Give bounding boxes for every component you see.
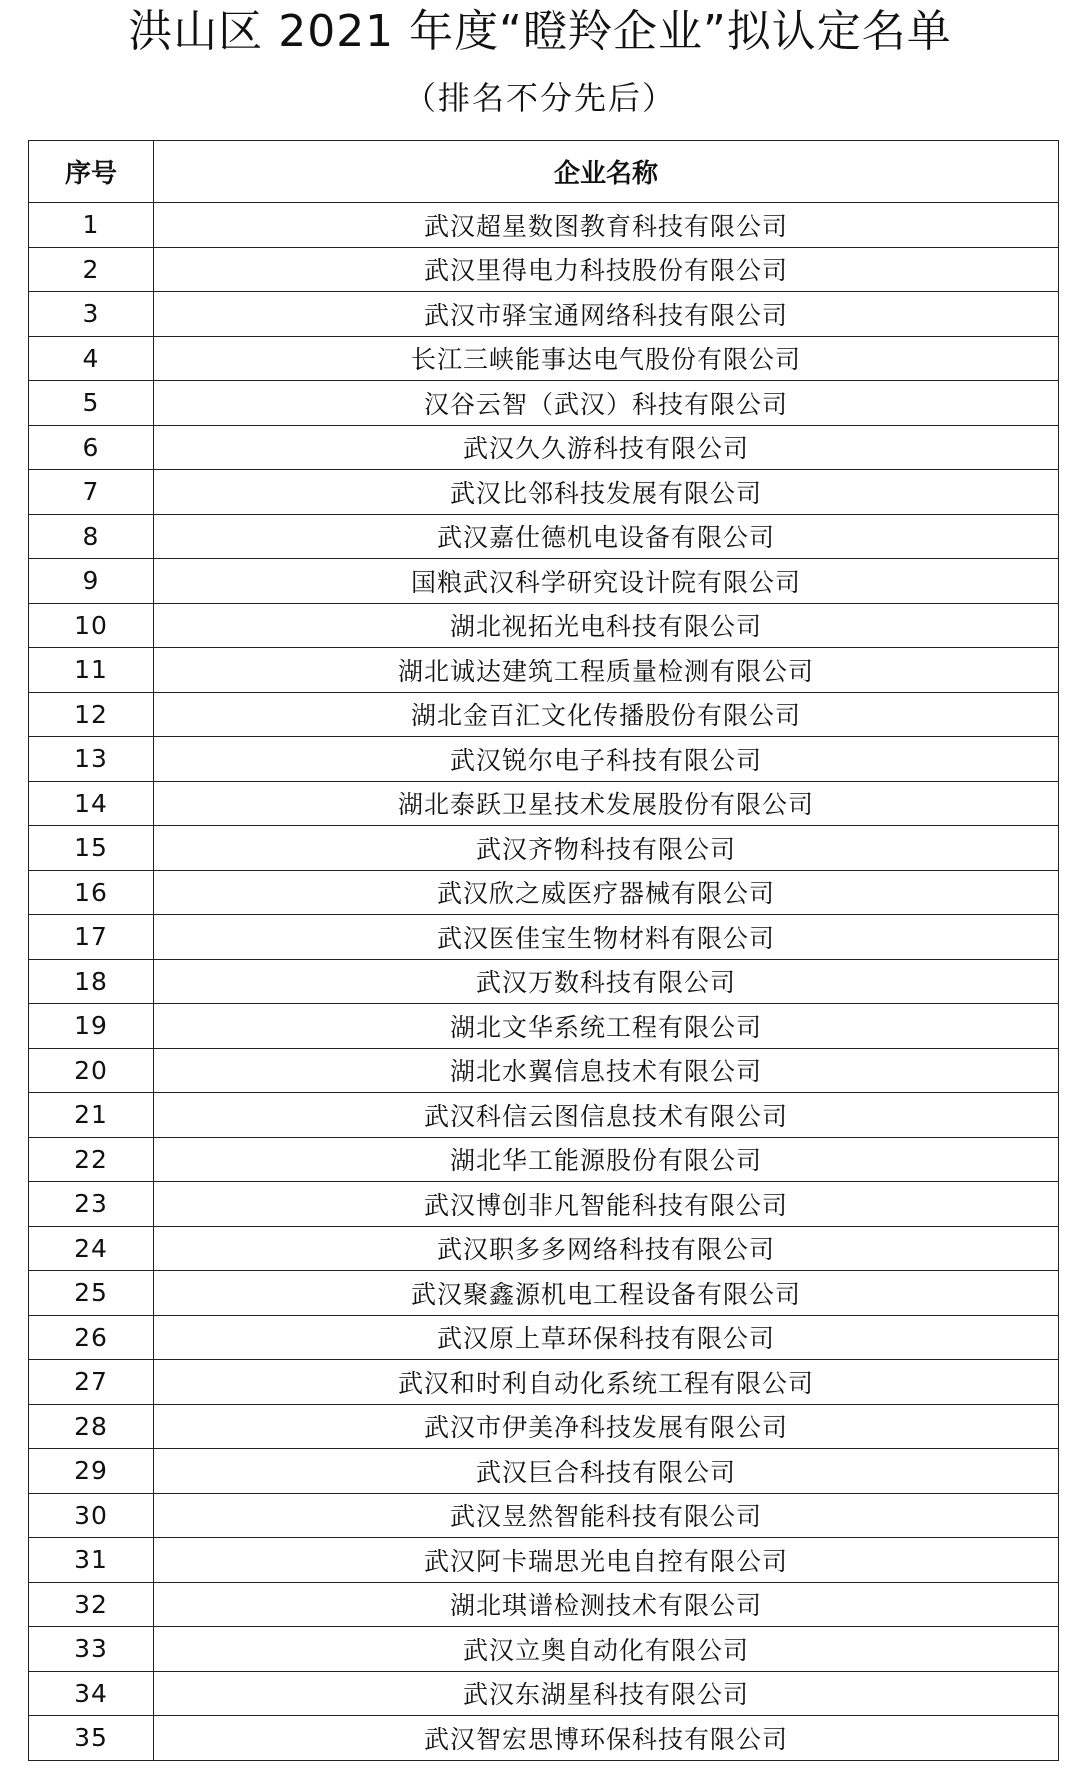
company-name-cell: 湖北琪谱检测技术有限公司	[154, 1582, 1059, 1627]
table-body	[29, 203, 1059, 1761]
table-row	[29, 737, 1059, 782]
serial-number-cell: 19	[29, 1004, 154, 1049]
serial-number-cell: 28	[29, 1404, 154, 1449]
company-name-cell: 湖北视拓光电科技有限公司	[154, 603, 1059, 648]
serial-number-cell: 21	[29, 1093, 154, 1138]
table-header-row	[29, 141, 1059, 203]
company-name-cell: 武汉超星数图教育科技有限公司	[154, 203, 1059, 248]
table-row	[29, 1493, 1059, 1538]
company-name-cell: 武汉比邻科技发展有限公司	[154, 470, 1059, 515]
company-name-cell: 武汉医佳宝生物材料有限公司	[154, 915, 1059, 960]
serial-number-cell: 33	[29, 1627, 154, 1672]
serial-number-cell: 10	[29, 603, 154, 648]
table-row	[29, 915, 1059, 960]
table-row	[29, 470, 1059, 515]
serial-number-cell: 2	[29, 247, 154, 292]
company-name-cell: 武汉市伊美净科技发展有限公司	[154, 1404, 1059, 1449]
table-row	[29, 1182, 1059, 1227]
company-name-cell: 武汉智宏思博环保科技有限公司	[154, 1716, 1059, 1761]
company-name-cell: 武汉科信云图信息技术有限公司	[154, 1093, 1059, 1138]
company-name-cell: 湖北泰跃卫星技术发展股份有限公司	[154, 781, 1059, 826]
company-name-cell: 湖北水翼信息技术有限公司	[154, 1048, 1059, 1093]
table-row	[29, 336, 1059, 381]
company-name-cell: 武汉市驿宝通网络科技有限公司	[154, 292, 1059, 337]
company-name-cell: 武汉久久游科技有限公司	[154, 425, 1059, 470]
table-row	[29, 1671, 1059, 1716]
serial-number-cell: 20	[29, 1048, 154, 1093]
table-row	[29, 514, 1059, 559]
serial-number-cell: 12	[29, 692, 154, 737]
table-row	[29, 203, 1059, 248]
serial-number-cell: 35	[29, 1716, 154, 1761]
serial-number-cell: 14	[29, 781, 154, 826]
serial-number-cell: 17	[29, 915, 154, 960]
serial-number-cell: 31	[29, 1538, 154, 1583]
table-row	[29, 603, 1059, 648]
table-row	[29, 381, 1059, 426]
header-company-name: 企业名称	[154, 141, 1059, 203]
serial-number-cell: 23	[29, 1182, 154, 1227]
company-list-table	[28, 140, 1059, 1761]
serial-number-cell: 32	[29, 1582, 154, 1627]
table-row	[29, 292, 1059, 337]
table-row	[29, 1315, 1059, 1360]
company-name-cell: 武汉和时利自动化系统工程有限公司	[154, 1360, 1059, 1405]
table-row	[29, 1627, 1059, 1672]
serial-number-cell: 7	[29, 470, 154, 515]
table-row	[29, 559, 1059, 604]
table-row	[29, 1449, 1059, 1494]
serial-number-cell: 26	[29, 1315, 154, 1360]
table-row	[29, 959, 1059, 1004]
serial-number-cell: 8	[29, 514, 154, 559]
table-row	[29, 1716, 1059, 1761]
table-row	[29, 1137, 1059, 1182]
table-row	[29, 692, 1059, 737]
company-name-cell: 武汉昱然智能科技有限公司	[154, 1493, 1059, 1538]
table-row	[29, 648, 1059, 693]
serial-number-cell: 34	[29, 1671, 154, 1716]
serial-number-cell: 22	[29, 1137, 154, 1182]
company-name-cell: 武汉里得电力科技股份有限公司	[154, 247, 1059, 292]
table-row	[29, 870, 1059, 915]
table-row	[29, 1271, 1059, 1316]
serial-number-cell: 11	[29, 648, 154, 693]
table-row	[29, 1048, 1059, 1093]
company-name-cell: 长江三峡能事达电气股份有限公司	[154, 336, 1059, 381]
company-name-cell: 武汉阿卡瑞思光电自控有限公司	[154, 1538, 1059, 1583]
serial-number-cell: 13	[29, 737, 154, 782]
company-name-cell: 武汉万数科技有限公司	[154, 959, 1059, 1004]
serial-number-cell: 24	[29, 1226, 154, 1271]
serial-number-cell: 9	[29, 559, 154, 604]
company-name-cell: 武汉嘉仕德机电设备有限公司	[154, 514, 1059, 559]
serial-number-cell: 4	[29, 336, 154, 381]
serial-number-cell: 30	[29, 1493, 154, 1538]
company-name-cell: 武汉立奥自动化有限公司	[154, 1627, 1059, 1672]
table-row	[29, 1226, 1059, 1271]
company-name-cell: 武汉锐尔电子科技有限公司	[154, 737, 1059, 782]
document-subtitle: （排名不分先后）	[403, 79, 676, 117]
company-name-cell: 国粮武汉科学研究设计院有限公司	[154, 559, 1059, 604]
serial-number-cell: 3	[29, 292, 154, 337]
company-name-cell: 武汉欣之威医疗器械有限公司	[154, 870, 1059, 915]
serial-number-cell: 15	[29, 826, 154, 871]
company-name-cell: 湖北金百汇文化传播股份有限公司	[154, 692, 1059, 737]
table-row	[29, 826, 1059, 871]
header-serial-number: 序号	[29, 141, 154, 203]
company-name-cell: 武汉齐物科技有限公司	[154, 826, 1059, 871]
serial-number-cell: 1	[29, 203, 154, 248]
table-row	[29, 781, 1059, 826]
company-name-cell: 武汉原上草环保科技有限公司	[154, 1315, 1059, 1360]
company-name-cell: 汉谷云智（武汉）科技有限公司	[154, 381, 1059, 426]
company-name-cell: 武汉巨合科技有限公司	[154, 1449, 1059, 1494]
serial-number-cell: 25	[29, 1271, 154, 1316]
table-row	[29, 1004, 1059, 1049]
table-row	[29, 1538, 1059, 1583]
serial-number-cell: 6	[29, 425, 154, 470]
company-name-cell: 武汉聚鑫源机电工程设备有限公司	[154, 1271, 1059, 1316]
company-name-cell: 武汉职多多网络科技有限公司	[154, 1226, 1059, 1271]
company-name-cell: 武汉东湖星科技有限公司	[154, 1671, 1059, 1716]
serial-number-cell: 5	[29, 381, 154, 426]
table-row	[29, 1093, 1059, 1138]
company-name-cell: 湖北诚达建筑工程质量检测有限公司	[154, 648, 1059, 693]
serial-number-cell: 18	[29, 959, 154, 1004]
company-name-cell: 武汉博创非凡智能科技有限公司	[154, 1182, 1059, 1227]
table-row	[29, 425, 1059, 470]
company-name-cell: 湖北华工能源股份有限公司	[154, 1137, 1059, 1182]
table-row	[29, 247, 1059, 292]
serial-number-cell: 29	[29, 1449, 154, 1494]
company-name-cell: 湖北文华系统工程有限公司	[154, 1004, 1059, 1049]
table-row	[29, 1582, 1059, 1627]
serial-number-cell: 16	[29, 870, 154, 915]
table-row	[29, 1360, 1059, 1405]
document-title: 洪山区 2021 年度“瞪羚企业”拟认定名单	[128, 6, 952, 57]
serial-number-cell: 27	[29, 1360, 154, 1405]
table-row	[29, 1404, 1059, 1449]
